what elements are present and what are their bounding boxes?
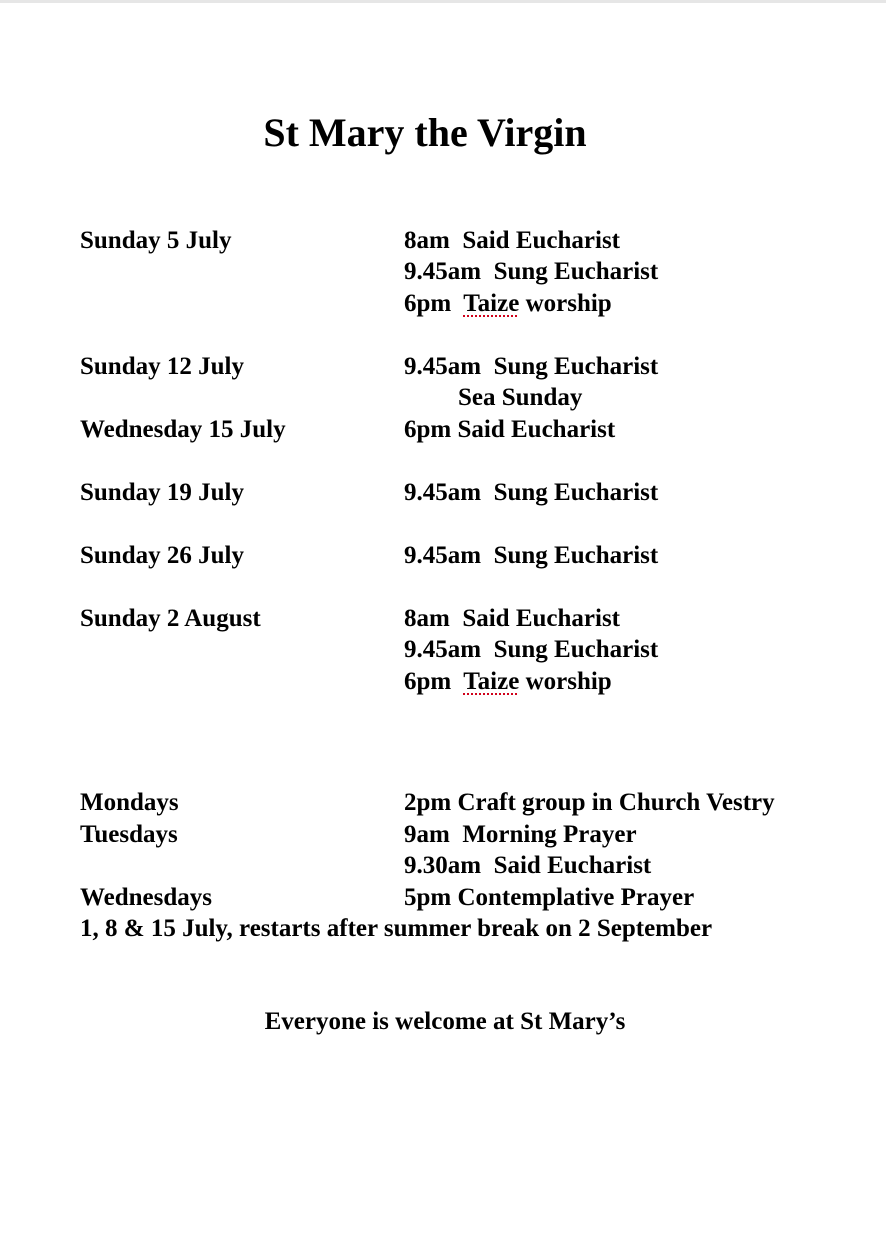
spellcheck-flagged-word: Taize (463, 290, 520, 317)
service-item: 8am Said Eucharist (404, 605, 621, 632)
service-day: Sunday 5 July (80, 227, 232, 254)
service-note: Sea Sunday (458, 384, 583, 411)
service-item: 9.45am Sung Eucharist (404, 353, 659, 380)
weekly-day: Tuesdays (80, 821, 178, 848)
service-item: 9.45am Sung Eucharist (404, 636, 659, 663)
service-day: Sunday 19 July (80, 479, 244, 506)
weekly-item: 2pm Craft group in Church Vestry (404, 789, 775, 816)
top-border (0, 0, 886, 3)
service-item: 6pm Said Eucharist (404, 416, 616, 443)
weekly-day: Mondays (80, 789, 179, 816)
weekly-item: 9am Morning Prayer (404, 821, 637, 848)
service-item: 9.45am Sung Eucharist (404, 542, 659, 569)
service-item: 6pm Taize worship (404, 668, 612, 695)
welcome-footer: Everyone is welcome at St Mary’s (264, 1008, 626, 1035)
weekly-note: 1, 8 & 15 July, restarts after summer break on 2 September (80, 915, 713, 942)
weekly-day: Wednesdays (80, 884, 212, 911)
service-item: 9.45am Sung Eucharist (404, 479, 659, 506)
service-day: Wednesday 15 July (80, 416, 286, 443)
service-item: 9.45am Sung Eucharist (404, 258, 659, 285)
weekly-item: 9.30am Said Eucharist (404, 852, 652, 879)
service-day: Sunday 2 August (80, 605, 261, 632)
service-day: Sunday 12 July (80, 353, 244, 380)
page-title: St Mary the Virgin (263, 110, 587, 155)
service-item: 6pm Taize worship (404, 290, 612, 317)
spellcheck-flagged-word: Taize (463, 668, 520, 695)
weekly-item: 5pm Contemplative Prayer (404, 884, 695, 911)
service-item: 8am Said Eucharist (404, 227, 621, 254)
service-day: Sunday 26 July (80, 542, 244, 569)
